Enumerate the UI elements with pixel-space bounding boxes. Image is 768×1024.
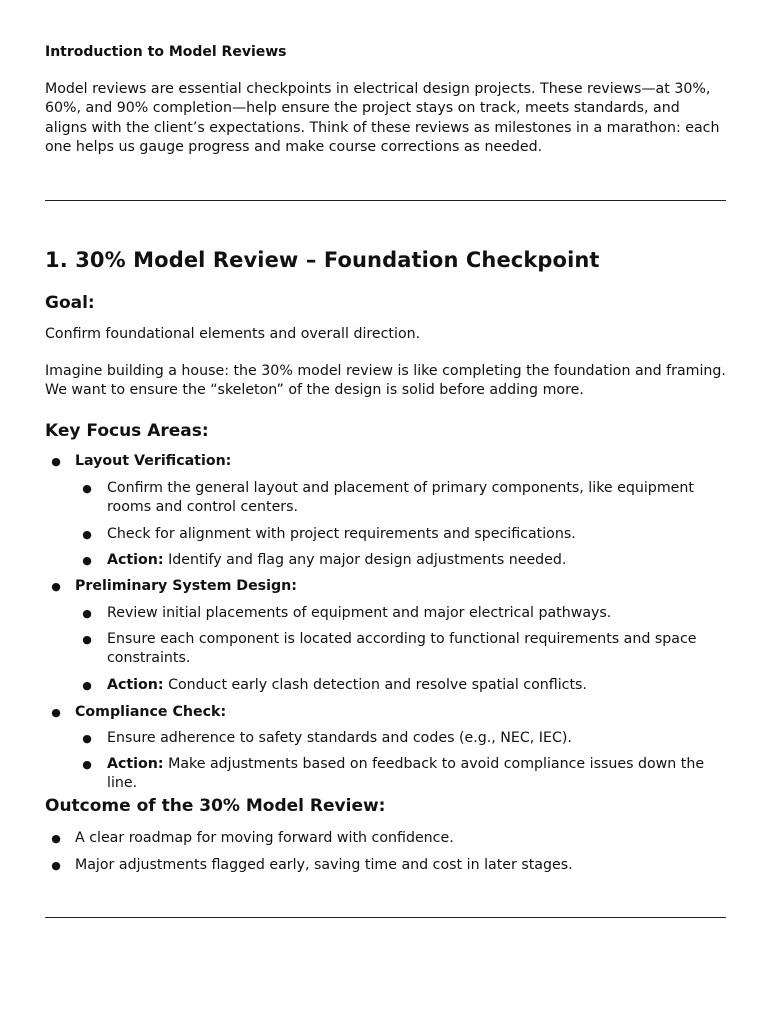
key-focus-heading: Key Focus Areas: xyxy=(45,421,209,441)
action-label: Action: xyxy=(107,552,164,568)
analogy-paragraph: Imagine building a house: the 30% model review is like completing the foundation and framing. We want to ensure the “skeleton” of the design is solid before adding more. xyxy=(45,363,726,399)
focus-area-label: Compliance Check: xyxy=(75,704,227,720)
bullet-icon: ● xyxy=(51,859,61,872)
focus-sub-item-text: Ensure adherence to safety standards and codes (e.g., NEC, IEC). xyxy=(107,730,572,746)
bullet-icon: ● xyxy=(82,528,92,541)
bullet-icon: ● xyxy=(51,832,61,845)
outcome-item-text: A clear roadmap for moving forward with confidence. xyxy=(75,830,454,846)
focus-sub-item-text: Identify and flag any major design adjustments needed. xyxy=(163,552,567,568)
bullet-icon: ● xyxy=(51,706,61,719)
focus-sub-item-text: Ensure each component is located according to functional requirements and space constraints. xyxy=(107,631,697,667)
section-title: 1. 30% Model Review – Foundation Checkpoint xyxy=(45,248,600,272)
horizontal-divider xyxy=(45,200,726,201)
bullet-icon: ● xyxy=(82,679,92,692)
focus-sub-item-text: Review initial placements of equipment and major electrical pathways. xyxy=(107,605,612,621)
horizontal-divider xyxy=(45,917,726,918)
bullet-icon: ● xyxy=(82,554,92,567)
intro-paragraph: Model reviews are essential checkpoints in electrical design projects. These reviews—at 30%, 60%, and 90% completion—help ensure the project stays on track, meets standards, and aligns with the client’s expectations. Think of these reviews as milestones in a marathon: each one helps us gauge progress and make course corrections as needed. xyxy=(45,81,720,155)
action-label: Action: xyxy=(107,756,164,772)
action-label: Action: xyxy=(107,677,164,693)
bullet-icon: ● xyxy=(82,732,92,745)
focus-area-label: Layout Verification: xyxy=(75,453,232,469)
bullet-icon: ● xyxy=(51,580,61,593)
bullet-icon: ● xyxy=(82,633,92,646)
bullet-icon: ● xyxy=(51,455,61,468)
outcome-heading: Outcome of the 30% Model Review: xyxy=(45,796,386,816)
goal-heading: Goal: xyxy=(45,293,95,313)
bullet-icon: ● xyxy=(82,482,92,495)
outcome-item-text: Major adjustments flagged early, saving time and cost in later stages. xyxy=(75,857,573,873)
focus-sub-item-text: Make adjustments based on feedback to avoid compliance issues down the line. xyxy=(107,756,705,792)
focus-sub-item-text: Confirm the general layout and placement of primary components, like equipment rooms and control centers. xyxy=(107,480,694,516)
bullet-icon: ● xyxy=(82,607,92,620)
focus-sub-item-text: Check for alignment with project requirements and specifications. xyxy=(107,526,576,542)
bullet-icon: ● xyxy=(82,758,92,771)
focus-sub-item-text: Conduct early clash detection and resolve spatial conflicts. xyxy=(163,677,587,693)
goal-text: Confirm foundational elements and overall direction. xyxy=(45,326,421,342)
focus-area-label: Preliminary System Design: xyxy=(75,578,297,594)
intro-title: Introduction to Model Reviews xyxy=(45,44,287,60)
